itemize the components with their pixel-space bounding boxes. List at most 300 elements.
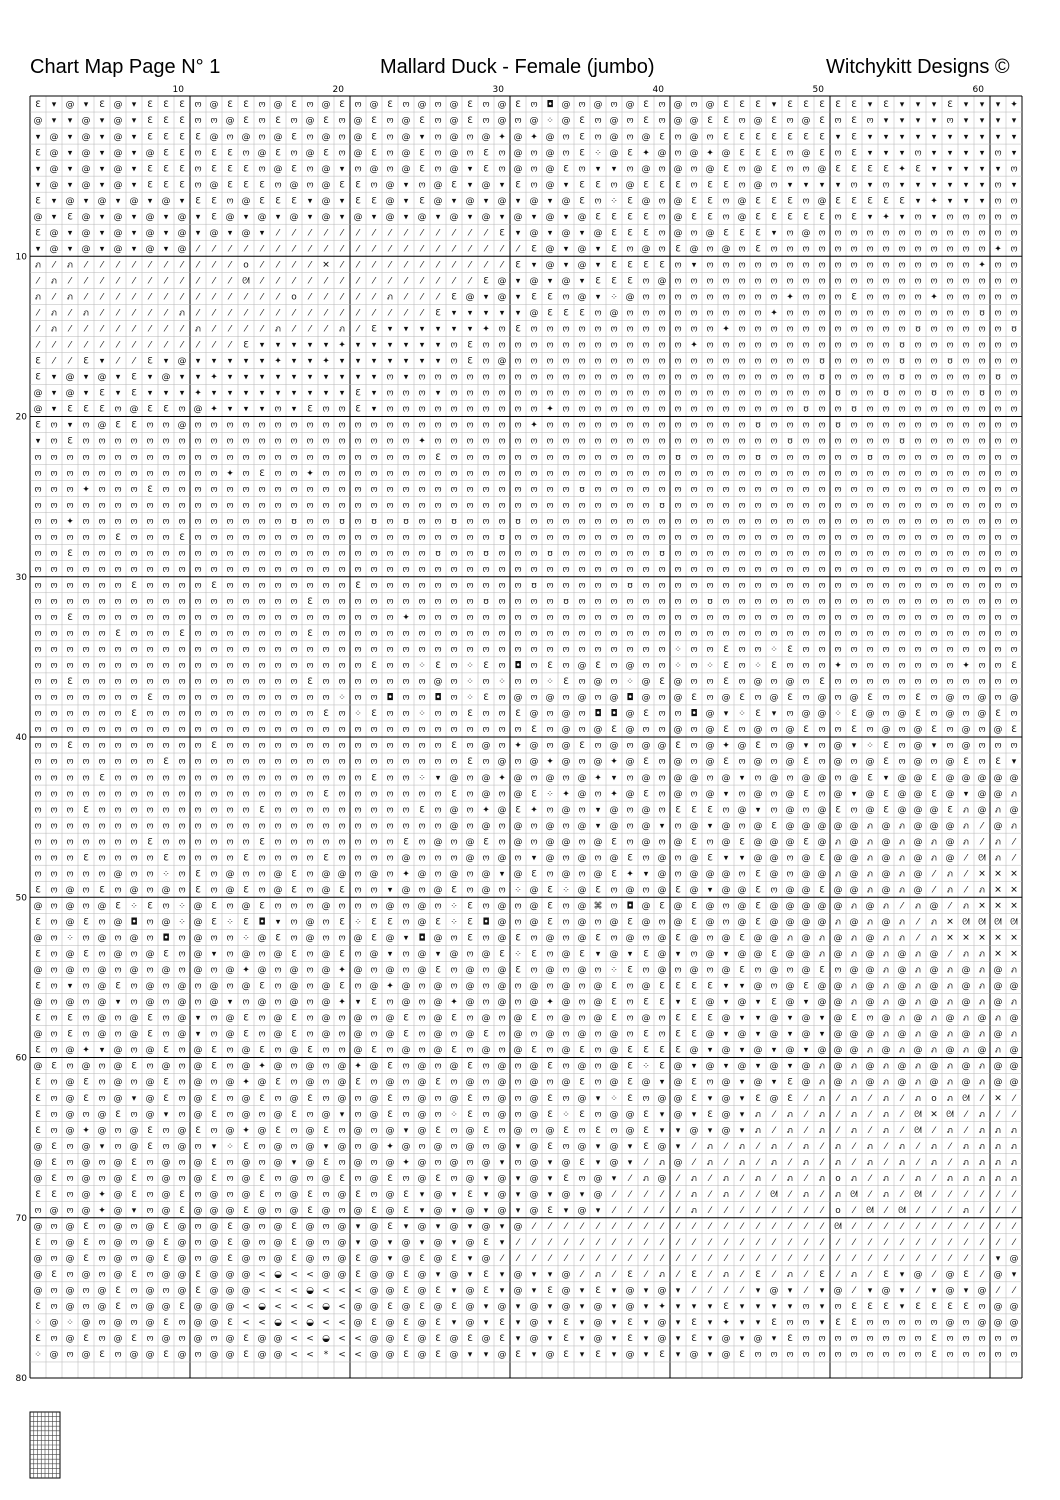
stitch-symbol: ო (66, 789, 74, 800)
stitch-symbol: ო (786, 853, 794, 864)
stitch-symbol: ო (274, 596, 282, 607)
stitch-symbol: ო (306, 164, 314, 175)
stitch-symbol: ภ (35, 292, 41, 303)
stitch-symbol: ო (226, 821, 234, 832)
stitch-symbol: Ɛ (595, 180, 601, 191)
stitch-symbol: ภ (819, 933, 825, 944)
stitch-symbol: ▾ (979, 132, 985, 143)
stitch-symbol: ✕ (962, 933, 970, 944)
stitch-symbol: ⁄ (645, 1237, 647, 1248)
stitch-symbol: ო (178, 1093, 186, 1104)
stitch-symbol: ო (850, 805, 858, 816)
stitch-symbol: ▾ (243, 404, 249, 415)
stitch-symbol: ▾ (131, 132, 137, 143)
stitch-symbol: @ (913, 885, 923, 896)
stitch-symbol: Ɛ (291, 164, 297, 175)
stitch-symbol: Ɛ (771, 132, 777, 143)
stitch-symbol: @ (897, 981, 907, 992)
stitch-symbol: Ɛ (483, 164, 489, 175)
stitch-symbol: ო (402, 1109, 410, 1120)
stitch-symbol: ო (690, 388, 698, 399)
stitch-symbol: ო (306, 661, 314, 672)
stitch-symbol: @ (145, 148, 155, 159)
stitch-symbol: Ɛ (323, 853, 329, 864)
stitch-symbol: ო (274, 965, 282, 976)
stitch-symbol: ო (402, 741, 410, 752)
stitch-symbol: @ (913, 789, 923, 800)
stitch-symbol: @ (753, 757, 763, 768)
stitch-symbol: @ (593, 981, 603, 992)
stitch-symbol: Ɛ (307, 1093, 313, 1104)
stitch-symbol: ო (706, 1077, 714, 1088)
stitch-symbol: ⁄ (1013, 853, 1015, 864)
stitch-symbol: Ɛ (675, 1045, 681, 1056)
stitch-symbol: ⁄ (757, 1141, 759, 1152)
stitch-symbol: Ɛ (643, 100, 649, 111)
stitch-symbol: ภ (963, 1205, 969, 1216)
stitch-symbol: @ (801, 853, 811, 864)
stitch-symbol: ▾ (995, 132, 1001, 143)
stitch-symbol: @ (353, 1045, 363, 1056)
stitch-symbol: @ (145, 1254, 155, 1265)
stitch-symbol: ო (562, 901, 570, 912)
stitch-symbol: ო (482, 340, 490, 351)
stitch-symbol: Ɛ (371, 661, 377, 672)
stitch-symbol: ʊ (435, 548, 441, 559)
stitch-symbol: @ (529, 709, 539, 720)
stitch-symbol: @ (1009, 693, 1019, 704)
stitch-symbol: ო (210, 116, 218, 127)
stitch-symbol: @ (977, 773, 987, 784)
stitch-symbol: ო (914, 548, 922, 559)
stitch-symbol: ო (98, 1221, 106, 1232)
stitch-symbol: ▾ (275, 212, 281, 223)
stitch-symbol: @ (593, 1334, 603, 1345)
stitch-symbol: ო (98, 1270, 106, 1281)
stitch-symbol: ✦ (530, 805, 538, 816)
stitch-symbol: @ (337, 1254, 347, 1265)
stitch-symbol: @ (801, 933, 811, 944)
stitch-symbol: Ɛ (627, 228, 633, 239)
stitch-symbol: @ (657, 933, 667, 944)
stitch-symbol: ო (530, 372, 538, 383)
stitch-symbol: ✕ (946, 917, 954, 928)
stitch-symbol: ⁄ (549, 1237, 551, 1248)
stitch-symbol: ʊ (483, 596, 489, 607)
stitch-symbol: ო (834, 292, 842, 303)
stitch-symbol: ო (418, 981, 426, 992)
stitch-symbol: @ (721, 773, 731, 784)
stitch-symbol: ო (242, 709, 250, 720)
stitch-symbol: ო (866, 244, 874, 255)
stitch-symbol: ო (322, 933, 330, 944)
stitch-symbol: ო (754, 388, 762, 399)
stitch-symbol: ო (162, 516, 170, 527)
stitch-symbol: @ (609, 1077, 619, 1088)
stitch-symbol: ო (738, 420, 746, 431)
stitch-symbol: ო (306, 452, 314, 463)
stitch-symbol: @ (737, 949, 747, 960)
stitch-symbol: ო (498, 629, 506, 640)
stitch-symbol: ო (850, 757, 858, 768)
stitch-symbol: ⁄ (965, 1189, 967, 1200)
stitch-symbol: ო (946, 244, 954, 255)
stitch-symbol: @ (353, 1205, 363, 1216)
stitch-symbol: ო (978, 516, 986, 527)
stitch-symbol: ო (930, 308, 938, 319)
stitch-symbol: Ɛ (67, 1013, 73, 1024)
stitch-symbol: @ (849, 885, 859, 896)
stitch-symbol: ო (786, 404, 794, 415)
stitch-symbol: ო (50, 1334, 58, 1345)
stitch-symbol: @ (433, 1029, 443, 1040)
stitch-symbol: ▾ (579, 1189, 585, 1200)
stitch-symbol: ⁄ (821, 1221, 823, 1232)
stitch-symbol: Ɛ (515, 324, 521, 335)
stitch-symbol: ⁄ (581, 1254, 583, 1265)
stitch-symbol: ო (930, 452, 938, 463)
stitch-symbol: ო (50, 917, 58, 928)
stitch-symbol: ภ (819, 1061, 825, 1072)
stitch-symbol: ო (690, 292, 698, 303)
stitch-symbol: ო (354, 596, 362, 607)
stitch-symbol: @ (449, 1157, 459, 1168)
stitch-symbol: ▾ (547, 1334, 553, 1345)
stitch-symbol: @ (449, 821, 459, 832)
stitch-symbol: ⁄ (389, 260, 391, 271)
stitch-symbol: Ɛ (883, 196, 889, 207)
stitch-symbol: ⁄ (293, 260, 295, 271)
stitch-symbol: ო (306, 645, 314, 656)
stitch-symbol: @ (129, 933, 139, 944)
stitch-symbol: ⁄ (533, 1254, 535, 1265)
stitch-symbol: ✕ (994, 885, 1002, 896)
stitch-symbol: @ (417, 212, 427, 223)
stitch-symbol: ⁄ (629, 1173, 631, 1184)
stitch-symbol: Ɛ (163, 1077, 169, 1088)
stitch-symbol: ʊ (403, 516, 409, 527)
stitch-symbol: ო (610, 324, 618, 335)
stitch-symbol: ภ (83, 308, 89, 319)
stitch-symbol: @ (657, 1334, 667, 1345)
stitch-symbol: Ɛ (435, 661, 441, 672)
stitch-symbol: Ɛ (83, 404, 89, 415)
stitch-symbol: ო (642, 1093, 650, 1104)
stitch-symbol: ᘛ (978, 917, 986, 928)
stitch-symbol: ▾ (899, 148, 905, 159)
stitch-symbol: ო (370, 452, 378, 463)
stitch-symbol: ო (354, 516, 362, 527)
stitch-symbol: @ (385, 1125, 395, 1136)
stitch-symbol: ⁄ (997, 1189, 999, 1200)
stitch-symbol: ო (498, 516, 506, 527)
stitch-symbol: ო (338, 1205, 346, 1216)
stitch-symbol: ო (994, 564, 1002, 575)
stitch-symbol: ო (226, 1109, 234, 1120)
stitch-symbol: ო (514, 356, 522, 367)
stitch-symbol: @ (561, 837, 571, 848)
stitch-symbol: ▾ (755, 1013, 761, 1024)
stitch-symbol: ო (818, 244, 826, 255)
stitch-symbol: ო (994, 404, 1002, 415)
stitch-symbol: ო (914, 661, 922, 672)
stitch-symbol: @ (193, 901, 203, 912)
stitch-symbol: ო (258, 1254, 266, 1265)
stitch-symbol: ო (818, 725, 826, 736)
stitch-symbol: ო (786, 548, 794, 559)
stitch-symbol: ʊ (899, 436, 905, 447)
stitch-symbol: ▾ (547, 1173, 553, 1184)
stitch-symbol: Ɛ (627, 276, 633, 287)
stitch-symbol: ⁄ (933, 1173, 935, 1184)
stitch-symbol: @ (433, 981, 443, 992)
stitch-symbol: ო (258, 516, 266, 527)
stitch-symbol: ⁄ (917, 1286, 919, 1297)
stitch-symbol: ო (194, 645, 202, 656)
stitch-symbol: ო (162, 1013, 170, 1024)
stitch-symbol: ო (898, 725, 906, 736)
stitch-symbol: @ (385, 1157, 395, 1168)
stitch-symbol: ო (850, 564, 858, 575)
stitch-symbol: @ (465, 292, 475, 303)
stitch-symbol: ო (626, 997, 634, 1008)
stitch-symbol: @ (401, 1237, 411, 1248)
stitch-symbol: ▾ (403, 372, 409, 383)
stitch-symbol: ო (50, 1077, 58, 1088)
stitch-symbol: Ɛ (835, 805, 841, 816)
stitch-symbol: ภ (1011, 1157, 1017, 1168)
stitch-symbol: ო (786, 228, 794, 239)
stitch-symbol: ო (418, 596, 426, 607)
stitch-symbol: ო (370, 468, 378, 479)
stitch-symbol: @ (849, 773, 859, 784)
stitch-symbol: ◘ (386, 693, 394, 704)
stitch-symbol: ◒ (306, 1318, 314, 1329)
stitch-symbol: ო (754, 324, 762, 335)
stitch-symbol: Ɛ (275, 148, 281, 159)
stitch-symbol: Ɛ (691, 917, 697, 928)
stitch-symbol: Ɛ (787, 100, 793, 111)
stitch-symbol: ⁄ (229, 340, 231, 351)
stitch-symbol: @ (641, 837, 651, 848)
stitch-symbol: ო (258, 677, 266, 688)
stitch-symbol: ო (178, 564, 186, 575)
stitch-symbol: ო (274, 1189, 282, 1200)
stitch-symbol: ▾ (291, 372, 297, 383)
stitch-symbol: ო (434, 741, 442, 752)
stitch-symbol: @ (113, 1237, 123, 1248)
stitch-symbol: Ɛ (547, 901, 553, 912)
stitch-symbol: ო (386, 709, 394, 720)
stitch-symbol: ⁄ (405, 244, 407, 255)
stitch-symbol: ▾ (387, 340, 393, 351)
stitch-symbol: ო (306, 180, 314, 191)
stitch-symbol: ო (146, 757, 154, 768)
stitch-symbol: Ɛ (435, 1318, 441, 1329)
stitch-symbol: @ (577, 789, 587, 800)
stitch-symbol: ო (130, 532, 138, 543)
stitch-symbol: ო (34, 596, 42, 607)
stitch-symbol: ▾ (675, 1125, 681, 1136)
stitch-symbol: ო (226, 629, 234, 640)
stitch-symbol: @ (401, 1302, 411, 1313)
stitch-symbol: @ (625, 757, 635, 768)
stitch-symbol: ⁘ (178, 901, 186, 912)
stitch-symbol: ო (498, 725, 506, 736)
stitch-symbol: ▾ (67, 164, 73, 175)
stitch-symbol: ო (594, 853, 602, 864)
stitch-symbol: ო (994, 661, 1002, 672)
stitch-symbol: ⁄ (789, 1189, 791, 1200)
stitch-symbol: ▾ (419, 132, 425, 143)
stitch-symbol: ო (866, 580, 874, 591)
stitch-symbol: ო (690, 677, 698, 688)
stitch-symbol: ภ (195, 324, 201, 335)
stitch-symbol: ო (210, 516, 218, 527)
stitch-symbol: Ɛ (387, 1109, 393, 1120)
stitch-symbol: @ (865, 997, 875, 1008)
stitch-symbol: ო (690, 629, 698, 640)
stitch-symbol: @ (513, 1045, 523, 1056)
stitch-symbol: ო (674, 532, 682, 543)
stitch-symbol: ო (658, 436, 666, 447)
stitch-symbol: ო (242, 148, 250, 159)
stitch-symbol: ✦ (882, 212, 890, 223)
stitch-symbol: ო (946, 340, 954, 351)
stitch-symbol: ▾ (131, 244, 137, 255)
stitch-symbol: ო (226, 484, 234, 495)
stitch-symbol: ო (178, 821, 186, 832)
stitch-symbol: @ (881, 917, 891, 928)
stitch-symbol: ო (402, 757, 410, 768)
stitch-symbol: ⁄ (69, 356, 71, 367)
stitch-symbol: Ɛ (131, 1173, 137, 1184)
stitch-symbol: Ɛ (163, 1093, 169, 1104)
stitch-symbol: ო (258, 1221, 266, 1232)
stitch-symbol: @ (513, 1286, 523, 1297)
stitch-symbol: ✕ (946, 933, 954, 944)
stitch-symbol: ო (322, 484, 330, 495)
stitch-symbol: ო (338, 596, 346, 607)
stitch-symbol: @ (417, 1286, 427, 1297)
stitch-symbol: Ɛ (579, 196, 585, 207)
stitch-symbol: ▾ (131, 100, 137, 111)
stitch-symbol: ო (802, 276, 810, 287)
stitch-symbol: ო (226, 1045, 234, 1056)
stitch-symbol: @ (193, 965, 203, 976)
stitch-symbol: ო (994, 340, 1002, 351)
stitch-symbol: ო (402, 709, 410, 720)
stitch-symbol: ო (834, 324, 842, 335)
stitch-symbol: Ɛ (435, 1286, 441, 1297)
stitch-symbol: ▾ (963, 148, 969, 159)
stitch-symbol: Ɛ (755, 1270, 761, 1281)
stitch-symbol: ო (754, 372, 762, 383)
stitch-symbol: ო (578, 404, 586, 415)
stitch-symbol: ო (514, 340, 522, 351)
stitch-symbol: ო (434, 436, 442, 447)
stitch-symbol: ⁄ (53, 340, 55, 351)
stitch-symbol: ⁄ (341, 244, 343, 255)
stitch-symbol: @ (449, 212, 459, 223)
stitch-symbol: Ɛ (163, 1254, 169, 1265)
stitch-symbol: Ɛ (291, 132, 297, 143)
stitch-symbol: ო (578, 532, 586, 543)
stitch-symbol: ▾ (403, 180, 409, 191)
stitch-symbol: ო (802, 484, 810, 495)
stitch-symbol: ▾ (179, 372, 185, 383)
stitch-symbol: ო (1010, 276, 1018, 287)
stitch-symbol: @ (385, 212, 395, 223)
stitch-symbol: ო (98, 741, 106, 752)
stitch-symbol: Ɛ (483, 148, 489, 159)
stitch-symbol: ო (1010, 340, 1018, 351)
stitch-symbol: Ɛ (595, 1286, 601, 1297)
stitch-symbol: ภ (787, 1270, 793, 1281)
stitch-symbol: Ɛ (35, 1237, 41, 1248)
stitch-symbol: ⁄ (725, 1141, 727, 1152)
stitch-symbol: ო (418, 677, 426, 688)
stitch-symbol: ʊ (899, 372, 905, 383)
stitch-symbol: @ (433, 180, 443, 191)
stitch-symbol: ▾ (99, 164, 105, 175)
stitch-symbol: ო (578, 645, 586, 656)
stitch-symbol: ⁄ (725, 1205, 727, 1216)
stitch-symbol: ო (434, 468, 442, 479)
stitch-symbol: ო (98, 837, 106, 848)
stitch-symbol: @ (881, 837, 891, 848)
stitch-symbol: ო (466, 629, 474, 640)
stitch-symbol: ო (706, 580, 714, 591)
stitch-symbol: @ (561, 1302, 571, 1313)
stitch-symbol: @ (705, 725, 715, 736)
stitch-symbol: ო (498, 148, 506, 159)
stitch-symbol: @ (529, 917, 539, 928)
stitch-symbol: @ (913, 853, 923, 864)
stitch-symbol: @ (561, 805, 571, 816)
stitch-symbol: Ɛ (755, 196, 761, 207)
stitch-symbol: ▾ (755, 1286, 761, 1297)
stitch-symbol: ო (514, 452, 522, 463)
stitch-symbol: ო (546, 1077, 554, 1088)
stitch-symbol: @ (49, 164, 59, 175)
stitch-symbol: ო (690, 372, 698, 383)
stitch-symbol: ო (594, 693, 602, 704)
stitch-symbol: ⁄ (853, 1221, 855, 1232)
stitch-symbol: Ɛ (115, 532, 121, 543)
stitch-symbol: ო (306, 885, 314, 896)
stitch-symbol: ო (530, 629, 538, 640)
stitch-symbol: ო (770, 484, 778, 495)
stitch-symbol: @ (993, 789, 1003, 800)
stitch-symbol: @ (961, 997, 971, 1008)
stitch-symbol: Ɛ (371, 1045, 377, 1056)
stitch-symbol: Ɛ (771, 196, 777, 207)
stitch-symbol: @ (337, 1237, 347, 1248)
stitch-symbol: Ɛ (339, 917, 345, 928)
stitch-symbol: ო (546, 452, 554, 463)
stitch-symbol: ო (130, 981, 138, 992)
stitch-symbol: ო (66, 709, 74, 720)
stitch-symbol: ო (370, 564, 378, 575)
stitch-symbol: ภ (915, 1173, 921, 1184)
stitch-symbol: @ (753, 677, 763, 688)
stitch-symbol: ო (834, 645, 842, 656)
stitch-symbol: Ɛ (691, 901, 697, 912)
stitch-symbol: ო (146, 677, 154, 688)
stitch-symbol: Ɛ (499, 949, 505, 960)
stitch-symbol: ო (130, 821, 138, 832)
